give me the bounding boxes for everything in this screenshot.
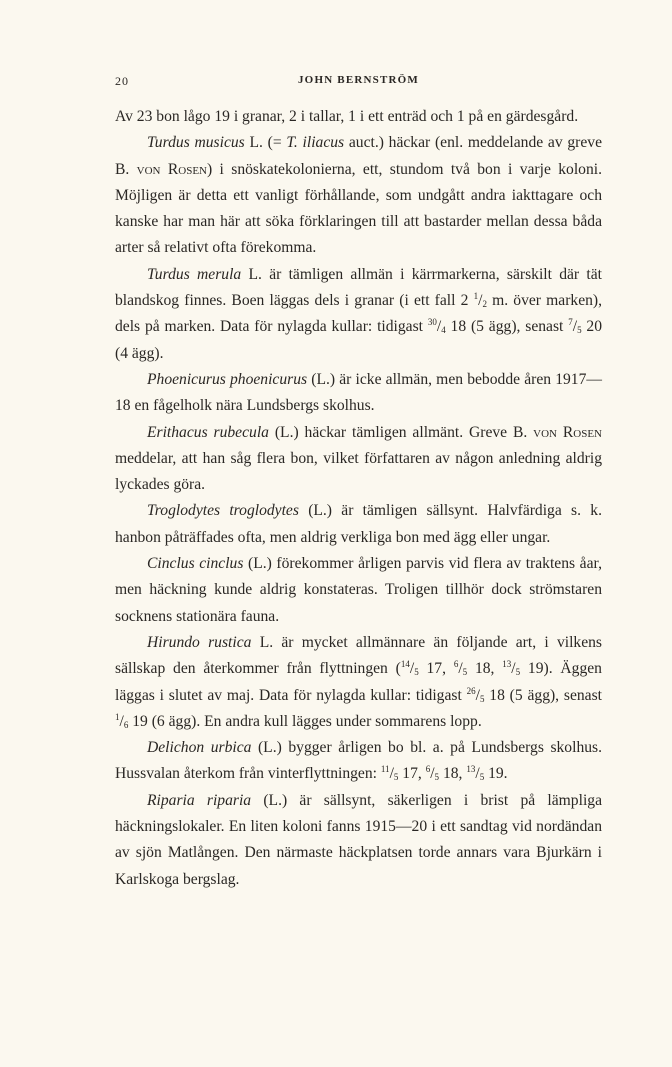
fraction-denominator: 5 <box>393 772 399 783</box>
fraction-numerator: 7 <box>568 317 573 328</box>
text-run: L. är tämligen allmän i kärrmarkerna, särskilt där tät blandskog finnes. Boen läggas dels i granar (i ett fall 2 <box>115 265 602 310</box>
page-header <box>115 74 602 94</box>
paragraph-phoenicurus <box>115 367 602 420</box>
fraction-numerator: 6 <box>425 764 431 775</box>
fraction-denominator: 5 <box>434 772 440 783</box>
paragraph-delichon: Delichon urbica (L.) bygger årligen bo bl. a. på Lundsbergs skolhus. Hussvalan återkom från vinterflyttningen: $^{11}/_5$ 17, $^6/_5$ 18, $^{13}/_5$ 19. <box>115 739 602 783</box>
text-run: 19. <box>484 765 508 783</box>
species-name: Hirundo rustica <box>147 633 252 651</box>
text-run: (L.) är tämligen sällsynt. Halvfärdiga s. k. hanbon påträffades ofta, men aldrig verkliga bon med ägg eller ungar. <box>115 502 602 546</box>
paragraph-troglodytes <box>115 498 602 551</box>
fraction-numerator: 11 <box>380 764 390 775</box>
fraction-denominator: 4 <box>441 325 446 336</box>
paragraph-riparia <box>115 788 602 893</box>
species-name: Troglodytes troglodytes <box>147 502 299 520</box>
person-name: von Rosen <box>136 160 207 178</box>
text-run: L. är mycket allmännare än följande art, i vilkens sällskap den återkommer från flyttningen ( <box>115 633 602 678</box>
fraction-denominator: 5 <box>479 772 485 783</box>
fraction-denominator: 6 <box>123 719 129 730</box>
fraction-denominator: 5 <box>462 667 468 678</box>
fraction-denominator: 2 <box>482 299 487 310</box>
text-run: 17, <box>418 660 454 678</box>
running-title: JOHN BERNSTRÖM <box>297 74 419 86</box>
fraction-numerator: 30 <box>427 317 437 328</box>
paragraph-text: Av 23 bon lågo 19 i granar, 2 i tallar, 1 i ett enträd och 1 på en gärdesgård. <box>115 108 579 125</box>
species-name: Delichon urbica <box>147 739 252 757</box>
species-name: Turdus merula <box>147 265 242 283</box>
paragraph-erithacus <box>115 420 602 499</box>
text-run: 20 (4 ägg). <box>115 318 602 362</box>
paragraph-cinclus <box>115 551 602 630</box>
text-run: L. (= <box>244 134 287 152</box>
text-run: (L.) häckar tämligen allmänt. Greve B. <box>268 423 534 441</box>
text-run: 18 (5 ägg), senast <box>445 318 569 336</box>
species-name: Erithacus rubecula <box>147 423 269 441</box>
text-run: meddelar, att han såg flera bon, vilket författaren av någon anledning aldrig lyckades göra. <box>115 449 602 494</box>
text-run: ) i snöskatekolonierna, ett, stundom två bon i varje koloni. Möjligen är detta ett vanligt förhållande, som undgått andra iakttagare och kanske har man här att söka förklaringen till att bastarder mellan dessa båda arter så relativt ofta förekomma. <box>115 160 602 257</box>
text-run: auct.) häckar (enl. meddelande av greve B. <box>115 134 602 178</box>
fraction-numerator: 14 <box>400 659 410 670</box>
species-name: Turdus musicus <box>147 134 245 152</box>
fraction-numerator: 1 <box>115 711 120 722</box>
body-text <box>115 104 602 893</box>
fraction-denominator: 5 <box>577 325 582 336</box>
synonym-name: T. iliacus <box>286 134 345 152</box>
fraction-numerator: 6 <box>453 659 459 670</box>
text-run: 17, <box>398 765 426 783</box>
paragraph-hirundo: Hirundo rustica L. är mycket allmännare än följande art, i vilkens sällskap den återkommer från flyttningen ($^{14}/_5$ 17, $^6/_5$ 18, $^{13}/_5$ 19). Äggen läggas i slutet av maj. Data för nylagda kullar: tidigast $^{26}/_5$ 18 (5 ägg), senast $^1/_6$ 19 (6 ägg). En andra kull lägges under sommarens lopp. <box>115 633 602 730</box>
text-run: 18, <box>439 765 467 783</box>
fraction-numerator: 1 <box>473 291 479 302</box>
fraction-denominator: 5 <box>414 667 419 678</box>
species-name: Riparia riparia <box>147 791 252 809</box>
text-run: (L.) är icke allmän, men bebodde åren 1917—18 en fågelholk nära Lundsbergs skolhus. <box>115 370 602 415</box>
text-run: 19 (6 ägg). En andra kull lägges under sommarens lopp. <box>128 712 482 730</box>
text-run: 19). Äggen läggas i slutet av maj. Data för nylagda kullar: tidigast <box>115 660 602 704</box>
paragraph-turdus-merula: Turdus merula L. är tämligen allmän i kärrmarkerna, särskilt där tät blandskog finnes. Boen läggas dels i granar (i ett fall 2 $^1/_2$ m. över marken), dels på marken. Data för nylagda kullar: tidigast $^{30}/_4$ 18 (5 ägg), senast $^7/_5$ 20 (4 ägg). <box>115 265 603 362</box>
text-run: (L.) är sällsynt, säkerligen i brist på lämpliga häckningslokaler. En liten koloni fanns 1915—20 i ett sandtag vid nordändan av sjön Matlången. Den närmaste häckplatsen torde annars vara Bjurkärn i Karlskoga bergslag. <box>115 791 602 888</box>
text-run: m. över marken), dels på marken. Data för nylagda kullar: tidigast <box>115 292 603 336</box>
paragraph-turdus-musicus <box>115 130 602 261</box>
fraction-numerator: 13 <box>466 764 476 775</box>
species-name: Cinclus cinclus <box>147 555 244 573</box>
species-name: Phoenicurus phoenicurus <box>147 370 308 388</box>
text-run: 18, <box>467 660 503 678</box>
person-name: von Rosen <box>533 423 602 441</box>
fraction-denominator: 5 <box>515 667 521 678</box>
fraction-numerator: 13 <box>502 659 512 670</box>
text-run: (L.) bygger årligen bo bl. a. på Lundsbergs skolhus. Hussvalan återkom från vinterflyttningen: <box>115 739 602 783</box>
fraction-denominator: 5 <box>479 693 485 704</box>
text-run: 18 (5 ägg), senast <box>484 686 602 704</box>
page-number: 20 <box>115 74 129 88</box>
fraction-numerator: 26 <box>466 685 476 696</box>
text-run: (L.) förekommer årligen parvis vid flera av traktens åar, men häckning kunde aldrig konstateras. Troligen tillhör dock strömstaren socknens stationära fauna. <box>115 555 602 625</box>
paragraph-nest-sites <box>115 104 602 130</box>
